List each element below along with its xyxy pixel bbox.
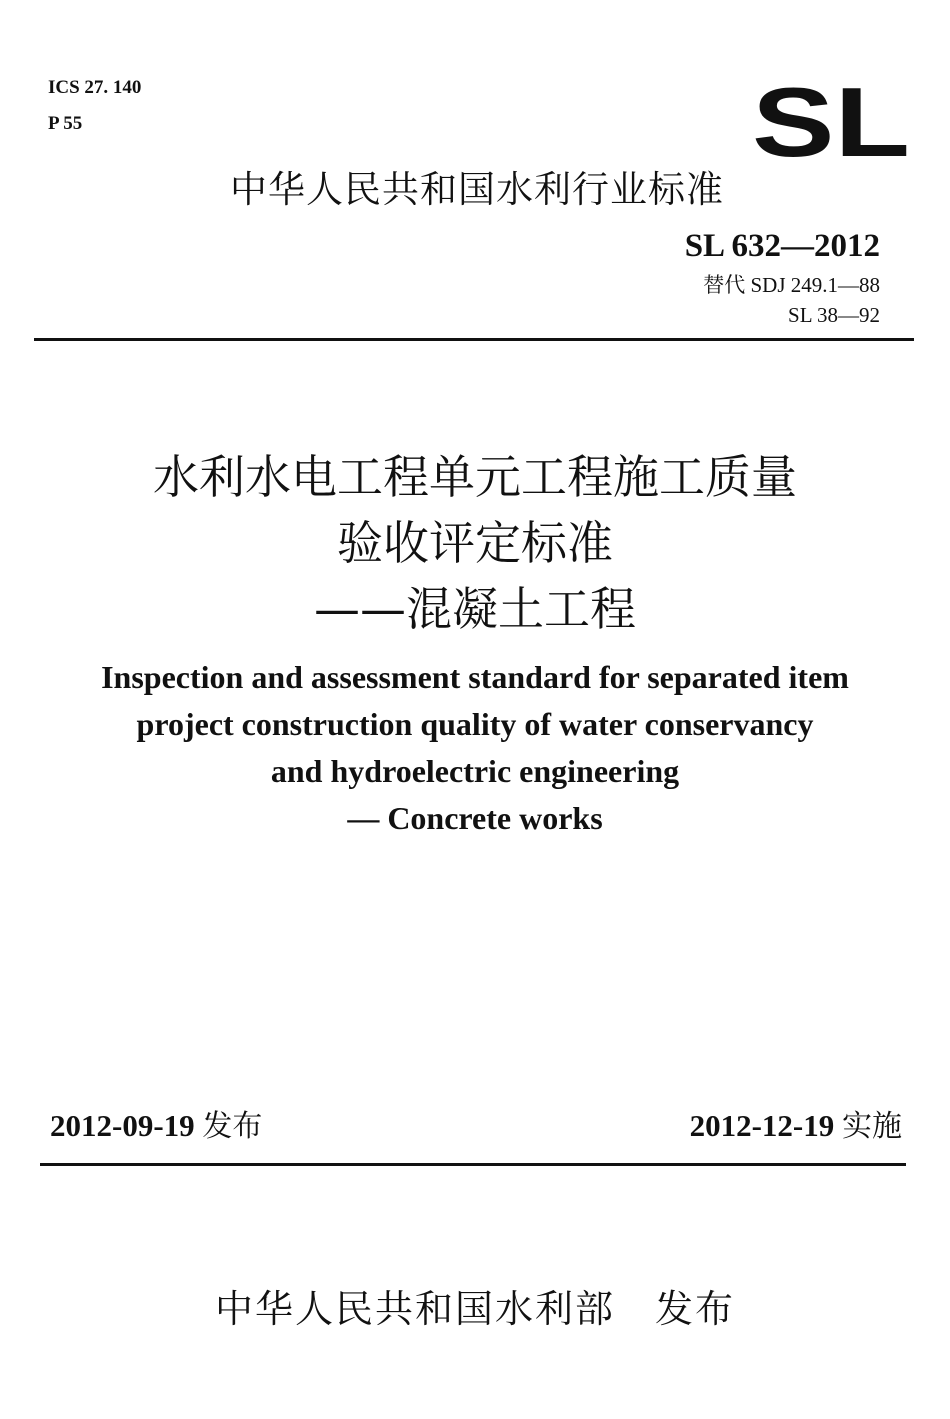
effective-date: 2012-12-19 — [689, 1108, 835, 1143]
classification-code: P 55 — [48, 113, 83, 134]
bottom-divider — [40, 1163, 906, 1166]
english-title-line-1: Inspection and assessment standard for separated item — [101, 659, 849, 695]
top-divider — [34, 338, 914, 341]
industry-standard-heading: 中华人民共和国水利行业标准 — [230, 168, 724, 211]
issue-date: 2012-09-19 — [50, 1108, 195, 1143]
chinese-title-line-1: 水利水电工程单元工程施工质量 — [153, 450, 797, 504]
effective-label: 实施 — [842, 1109, 902, 1144]
english-title-line-4: — Concrete works — [347, 800, 603, 836]
publisher: 中华人民共和国水利部 发布 — [214, 1287, 735, 1331]
issue-label: 发布 — [202, 1109, 263, 1144]
replaces-line-2: SL 38—92 — [788, 303, 880, 327]
issue-date-block — [50, 1106, 262, 1147]
effective-date-block — [690, 1106, 902, 1147]
sl-logo-text: SL — [752, 84, 910, 160]
replaces-line-1: 替代 SDJ 249.1—88 — [703, 273, 880, 297]
chinese-title-line-2: 验收评定标准 — [337, 516, 613, 570]
english-title-line-3: and hydroelectric engineering — [270, 753, 680, 789]
standard-number: SL 632—2012 — [684, 228, 880, 264]
english-title — [0, 654, 950, 842]
chinese-title — [0, 444, 950, 642]
sl-logo — [752, 84, 912, 160]
english-title-line-2: project construction quality of water conservancy — [136, 706, 814, 742]
ics-code: ICS 27. 140 — [48, 77, 142, 98]
chinese-title-line-3: ——混凝土工程 — [314, 582, 636, 636]
